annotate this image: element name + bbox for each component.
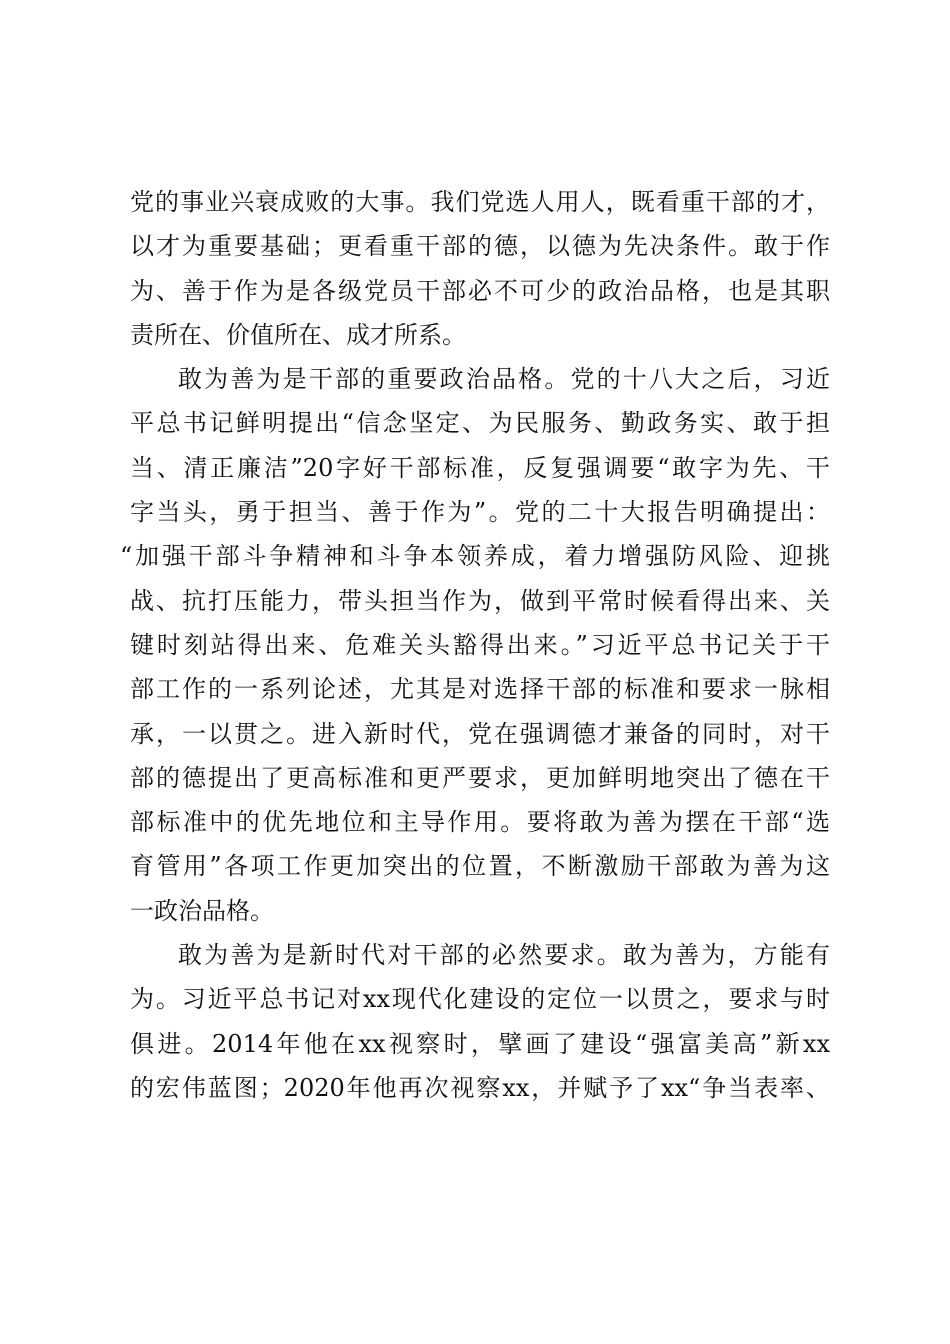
paragraph-2-line-7: 键时刻站得出来、危难关头豁得出来。”习近平总书记关于干 bbox=[130, 630, 830, 659]
paragraph-2-line-2: 平总书记鲜明提出“信念坚定、为民服务、勤政务实、敢于担 bbox=[130, 409, 830, 438]
body-text bbox=[120, 180, 830, 1110]
paragraph-3-line-3: 俱进。2014年他在xx视察时，擘画了建设“强富美高”新xx bbox=[130, 1029, 830, 1058]
paragraph-2-line-10: 部的德提出了更高标准和更严要求，更加鲜明地突出了德在干 bbox=[130, 763, 830, 792]
paragraph-1-line-1: 党的事业兴衰成败的大事。我们党选人用人，既看重干部的才， bbox=[130, 188, 830, 216]
paragraph-2-line-3: 当、清正廉洁”20字好干部标准，反复强调要“敢字为先、干 bbox=[130, 453, 830, 482]
paragraph-2-line-9: 承，一以贯之。进入新时代，党在强调德才兼备的同时，对干 bbox=[130, 719, 830, 748]
paragraph-1-line-2: 以才为重要基础；更看重干部的德，以德为先决条件。敢于作 bbox=[130, 232, 830, 261]
paragraph-2-line-13: 一政治品格。 bbox=[130, 896, 274, 925]
paragraph-2-line-11: 部标准中的优先地位和主导作用。要将敢为善为摆在干部“选 bbox=[130, 808, 830, 837]
paragraph-2-line-4: 字当头，勇于担当、善于作为”。党的二十大报告明确提出： bbox=[130, 498, 830, 527]
paragraph-1-line-4: 责所在、价值所在、成才所系。 bbox=[130, 320, 466, 349]
paragraph-2-line-5: “加强干部斗争精神和斗争本领养成，着力增强防风险、迎挑 bbox=[120, 542, 830, 571]
paragraph-2-line-1: 敢为善为是干部的重要政治品格。党的十八大之后，习近 bbox=[178, 365, 830, 394]
paragraph-3-line-1: 敢为善为是新时代对干部的必然要求。敢为善为，方能有 bbox=[178, 941, 830, 970]
paragraph-2-line-8: 部工作的一系列论述，尤其是对选择干部的标准和要求一脉相 bbox=[130, 675, 830, 704]
paragraph-3-line-4: 的宏伟蓝图；2020年他再次视察xx，并赋予了xx“争当表率、 bbox=[130, 1073, 830, 1102]
paragraph-3-line-2: 为。习近平总书记对xx现代化建设的定位一以贯之，要求与时 bbox=[130, 985, 830, 1014]
paragraph-2-line-6: 战、抗打压能力，带头担当作为，做到平常时候看得出来、关 bbox=[130, 586, 830, 615]
paragraph-1-line-3: 为、善于作为是各级党员干部必不可少的政治品格，也是其职 bbox=[130, 276, 830, 305]
paragraph-2-line-12: 育管用”各项工作更加突出的位置，不断激励干部敢为善为这 bbox=[130, 852, 830, 881]
